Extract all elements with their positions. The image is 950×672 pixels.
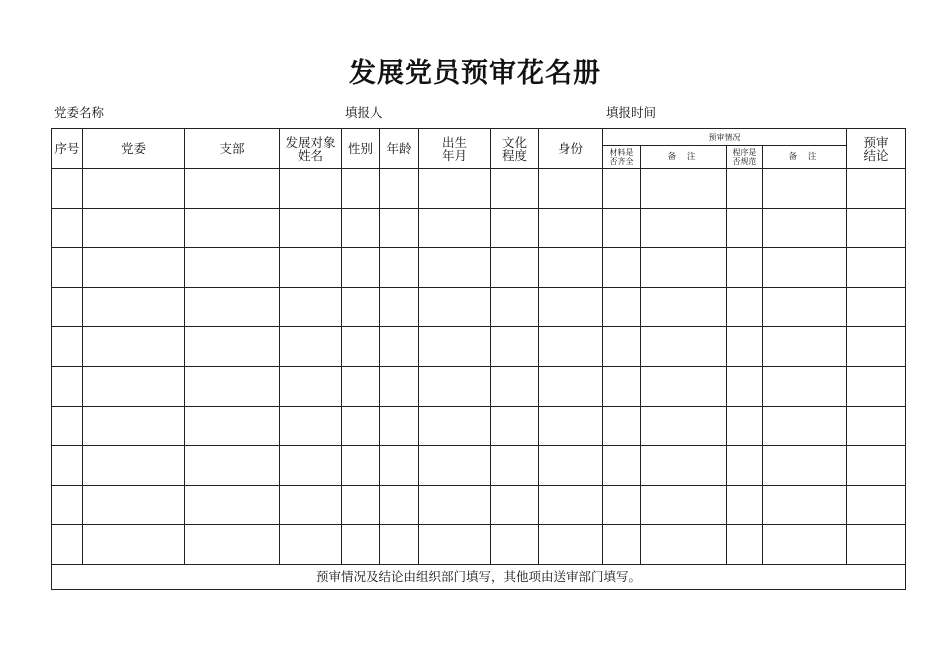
- table-cell[interactable]: [83, 327, 185, 367]
- roster-table: [51, 128, 906, 590]
- table-cell[interactable]: [83, 525, 185, 565]
- header-materials: [603, 146, 641, 169]
- header-conclusion-line1: 预审: [863, 134, 889, 150]
- table-cell[interactable]: [380, 169, 419, 209]
- table-cell[interactable]: [83, 406, 185, 446]
- table-cell[interactable]: [491, 208, 539, 248]
- table-cell[interactable]: [185, 525, 280, 565]
- table-cell[interactable]: [380, 366, 419, 406]
- table-cell[interactable]: [847, 327, 906, 367]
- table-cell[interactable]: [52, 366, 83, 406]
- table-cell[interactable]: [727, 248, 763, 288]
- header-conclusion: [847, 129, 906, 169]
- header-age: 年龄: [380, 129, 419, 169]
- table-cell[interactable]: [419, 485, 491, 525]
- table-cell[interactable]: [52, 208, 83, 248]
- table-row: [52, 248, 906, 288]
- table-cell[interactable]: [419, 169, 491, 209]
- table-cell[interactable]: [280, 525, 342, 565]
- table-cell[interactable]: [52, 248, 83, 288]
- table-cell[interactable]: [641, 485, 727, 525]
- table-cell[interactable]: [52, 327, 83, 367]
- table-cell[interactable]: [847, 248, 906, 288]
- table-cell[interactable]: [342, 208, 380, 248]
- table-cell[interactable]: [342, 446, 380, 486]
- table-cell[interactable]: [491, 525, 539, 565]
- table-cell[interactable]: [280, 169, 342, 209]
- table-cell[interactable]: [763, 525, 847, 565]
- header-row-1: [52, 129, 906, 146]
- table-cell[interactable]: [727, 446, 763, 486]
- table-cell[interactable]: [280, 446, 342, 486]
- table-cell[interactable]: [52, 169, 83, 209]
- table-cell[interactable]: [763, 248, 847, 288]
- header-review: 预审情况: [603, 129, 847, 146]
- table-cell[interactable]: [83, 248, 185, 288]
- table-cell[interactable]: [539, 366, 603, 406]
- table-cell[interactable]: [342, 525, 380, 565]
- table-cell[interactable]: [83, 485, 185, 525]
- table-cell[interactable]: [603, 446, 641, 486]
- table-cell[interactable]: [539, 327, 603, 367]
- table-cell[interactable]: [539, 208, 603, 248]
- table-cell[interactable]: [847, 169, 906, 209]
- table-cell[interactable]: [83, 208, 185, 248]
- table-cell[interactable]: [419, 406, 491, 446]
- table-cell[interactable]: [539, 485, 603, 525]
- table-cell[interactable]: [52, 287, 83, 327]
- table-cell[interactable]: [763, 446, 847, 486]
- table-cell[interactable]: [491, 287, 539, 327]
- table-cell[interactable]: [641, 248, 727, 288]
- header-birth: [419, 129, 491, 169]
- table-cell[interactable]: [727, 485, 763, 525]
- table-cell[interactable]: [847, 406, 906, 446]
- table-cell[interactable]: [641, 366, 727, 406]
- table-cell[interactable]: [380, 485, 419, 525]
- table-cell[interactable]: [763, 287, 847, 327]
- table-cell[interactable]: [280, 287, 342, 327]
- table-cell[interactable]: [539, 169, 603, 209]
- table-cell[interactable]: [185, 446, 280, 486]
- table-cell[interactable]: [539, 446, 603, 486]
- table-row: [52, 525, 906, 565]
- header-conclusion-line2: 结论: [863, 147, 889, 163]
- table-cell[interactable]: [539, 406, 603, 446]
- table-cell[interactable]: [641, 208, 727, 248]
- table-cell[interactable]: [847, 485, 906, 525]
- table-cell[interactable]: [491, 485, 539, 525]
- table-cell[interactable]: [603, 406, 641, 446]
- header-note-1: 备 注: [641, 146, 727, 169]
- table-cell[interactable]: [603, 248, 641, 288]
- table-cell[interactable]: [419, 287, 491, 327]
- table-cell[interactable]: [603, 485, 641, 525]
- table-cell[interactable]: [491, 446, 539, 486]
- table-row: [52, 169, 906, 209]
- table-cell[interactable]: [342, 406, 380, 446]
- table-cell[interactable]: [491, 327, 539, 367]
- table-cell[interactable]: [185, 327, 280, 367]
- table-cell[interactable]: [641, 525, 727, 565]
- table-cell[interactable]: [185, 248, 280, 288]
- table-row: [52, 287, 906, 327]
- header-procedure: [727, 146, 763, 169]
- page-title: 发展党员预审花名册: [349, 58, 601, 89]
- table-cell[interactable]: [539, 248, 603, 288]
- table-cell[interactable]: [380, 525, 419, 565]
- table-cell[interactable]: [603, 287, 641, 327]
- header-edu-line2: 程度: [501, 147, 527, 163]
- table-cell[interactable]: [847, 287, 906, 327]
- table-cell[interactable]: [419, 208, 491, 248]
- table-cell[interactable]: [52, 446, 83, 486]
- header-edu-line1: 文化: [501, 134, 527, 150]
- table-cell[interactable]: [419, 327, 491, 367]
- header-birth-line1: 出生: [441, 134, 467, 150]
- table-cell[interactable]: [342, 248, 380, 288]
- table-row: [52, 366, 906, 406]
- table-cell[interactable]: [641, 169, 727, 209]
- table-cell[interactable]: [342, 287, 380, 327]
- table-cell[interactable]: [603, 366, 641, 406]
- table-cell[interactable]: [185, 169, 280, 209]
- footer-row: [52, 564, 906, 589]
- table-cell[interactable]: [342, 169, 380, 209]
- table-cell[interactable]: [727, 525, 763, 565]
- table-cell[interactable]: [603, 208, 641, 248]
- table-cell[interactable]: [342, 327, 380, 367]
- table-row: [52, 208, 906, 248]
- table-cell[interactable]: [185, 406, 280, 446]
- table-cell[interactable]: [380, 406, 419, 446]
- table-cell[interactable]: [641, 446, 727, 486]
- header-birth-line2: 年月: [441, 147, 467, 163]
- table-cell[interactable]: [83, 287, 185, 327]
- table-cell[interactable]: [380, 248, 419, 288]
- table-cell[interactable]: [280, 406, 342, 446]
- table-cell[interactable]: [641, 327, 727, 367]
- table-cell[interactable]: [185, 366, 280, 406]
- header-identity: 身份: [539, 129, 603, 169]
- table-cell[interactable]: [280, 208, 342, 248]
- table-cell[interactable]: [380, 208, 419, 248]
- table-cell[interactable]: [539, 287, 603, 327]
- footer-note: 预审情况及结论由组织部门填写，其他项由送审部门填写。: [52, 564, 906, 589]
- table-cell[interactable]: [491, 406, 539, 446]
- header-materials-line1: 材料是: [609, 148, 634, 157]
- table-cell[interactable]: [83, 366, 185, 406]
- table-cell[interactable]: [52, 525, 83, 565]
- table-body: [52, 169, 906, 565]
- table-cell[interactable]: [603, 327, 641, 367]
- table-cell[interactable]: [52, 406, 83, 446]
- table-row: [52, 446, 906, 486]
- table-cell[interactable]: [380, 287, 419, 327]
- table-cell[interactable]: [280, 327, 342, 367]
- header-education: [491, 129, 539, 169]
- table-cell[interactable]: [641, 406, 727, 446]
- table-row: [52, 327, 906, 367]
- table-cell[interactable]: [727, 208, 763, 248]
- committee-name-label: 党委名称: [54, 105, 105, 120]
- table-cell[interactable]: [847, 525, 906, 565]
- table-cell[interactable]: [847, 208, 906, 248]
- table-cell[interactable]: [419, 446, 491, 486]
- table-cell[interactable]: [280, 366, 342, 406]
- table-cell[interactable]: [380, 446, 419, 486]
- table-cell[interactable]: [491, 169, 539, 209]
- table-cell[interactable]: [763, 406, 847, 446]
- header-name: [280, 129, 342, 169]
- header-note-2: 备 注: [763, 146, 847, 169]
- table-row: [52, 485, 906, 525]
- table-cell[interactable]: [419, 525, 491, 565]
- header-procedure-line2: 否规范: [732, 157, 757, 166]
- table-cell[interactable]: [491, 366, 539, 406]
- table-cell[interactable]: [491, 248, 539, 288]
- table-row: [52, 406, 906, 446]
- header-branch: 支部: [185, 129, 280, 169]
- table-cell[interactable]: [280, 248, 342, 288]
- header-committee: 党委: [83, 129, 185, 169]
- table-cell[interactable]: [185, 485, 280, 525]
- table-cell[interactable]: [185, 208, 280, 248]
- table-cell[interactable]: [342, 485, 380, 525]
- table-cell[interactable]: [380, 327, 419, 367]
- table-cell[interactable]: [763, 169, 847, 209]
- table-cell[interactable]: [603, 169, 641, 209]
- table-cell[interactable]: [419, 248, 491, 288]
- fill-time-label: 填报时间: [606, 105, 657, 120]
- table-cell[interactable]: [847, 446, 906, 486]
- table-cell[interactable]: [185, 287, 280, 327]
- table-cell[interactable]: [83, 169, 185, 209]
- table-cell[interactable]: [727, 169, 763, 209]
- table-cell[interactable]: [727, 366, 763, 406]
- table-cell[interactable]: [727, 327, 763, 367]
- filler-label: 填报人: [345, 105, 383, 120]
- table-cell[interactable]: [419, 366, 491, 406]
- table-cell[interactable]: [727, 287, 763, 327]
- header-name-line1: 发展对象: [285, 134, 336, 150]
- table-cell[interactable]: [727, 406, 763, 446]
- header-materials-line2: 否齐全: [609, 157, 634, 166]
- table-cell[interactable]: [847, 366, 906, 406]
- table-cell[interactable]: [603, 525, 641, 565]
- header-name-line2: 姓名: [297, 147, 323, 163]
- table-cell[interactable]: [763, 327, 847, 367]
- table-cell[interactable]: [763, 485, 847, 525]
- header-seq: 序号: [52, 129, 83, 169]
- table-cell[interactable]: [539, 525, 603, 565]
- table-cell[interactable]: [763, 366, 847, 406]
- table-cell[interactable]: [83, 446, 185, 486]
- table-cell[interactable]: [52, 485, 83, 525]
- table-cell[interactable]: [763, 208, 847, 248]
- header-procedure-line1: 程序是: [732, 148, 757, 157]
- table-cell[interactable]: [641, 287, 727, 327]
- table-cell[interactable]: [342, 366, 380, 406]
- header-gender: 性别: [342, 129, 380, 169]
- table-cell[interactable]: [280, 485, 342, 525]
